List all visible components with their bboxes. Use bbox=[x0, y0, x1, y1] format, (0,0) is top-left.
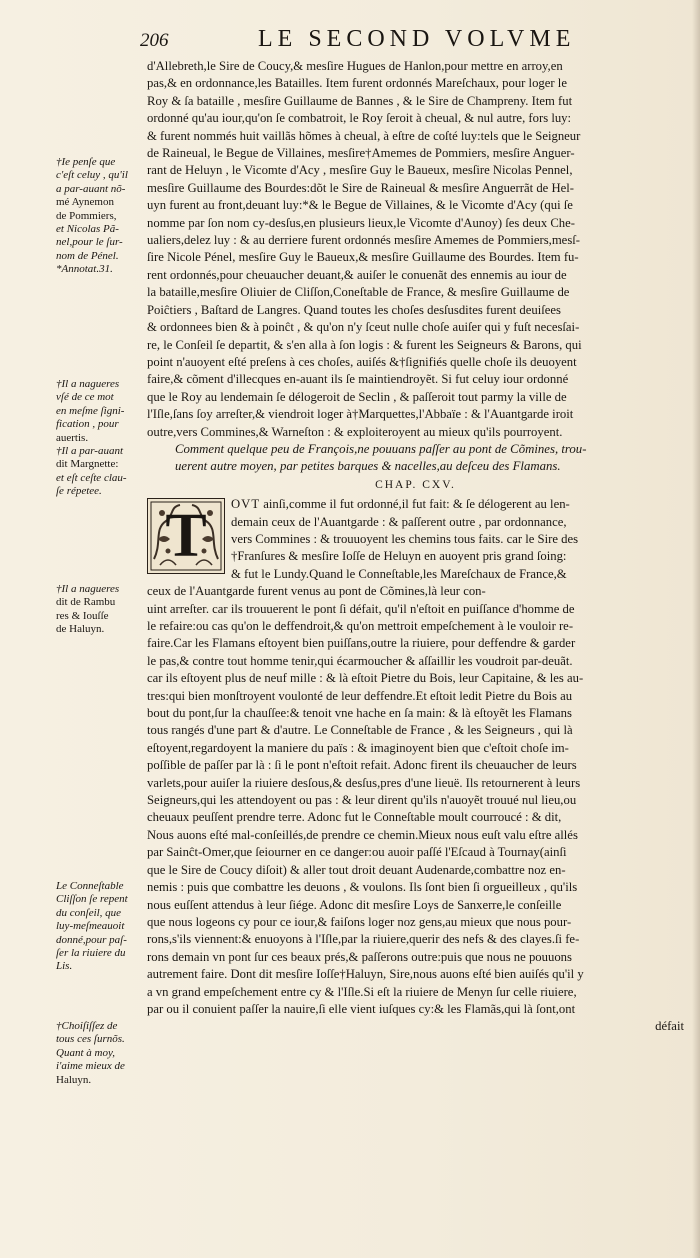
chapter-first-line bbox=[231, 496, 684, 513]
margin-note-line: Quant à moy, bbox=[56, 1046, 115, 1059]
text-line: cheuaux peuſſent prendre terre. Adonc fut le Conneſtable moult courroucé : & dit, bbox=[147, 810, 562, 825]
margin-note-line: †Ie penſe que bbox=[56, 156, 116, 168]
margin-note-line: †Il a par-auant bbox=[56, 445, 123, 458]
text-line: re, le Conſeil ſe departit, & s'en alla à ſon logis : & furent les Seigneurs & Barons, qui bbox=[147, 337, 582, 352]
margin-note-line: de Haluyn. bbox=[56, 623, 105, 636]
chapter-summary-line: Comment quelque peu de François,ne pouuans paſſer au pont de Cõmines, trou- bbox=[175, 441, 587, 456]
margin-note-line: c'eſt celuy , qu'il bbox=[56, 169, 128, 182]
margin-note-line: et eſt ceſte clau- bbox=[56, 471, 127, 484]
chapter-summary-line: uerent autre moyen, par petites barques & nacelles,au deſceu des Flamans. bbox=[175, 459, 561, 474]
text-line: a vn grand empeſchement entre cy & l'Iſle.Si eſt la riuiere de Menyn ſur celle riuiere, bbox=[147, 984, 577, 999]
text-line: & fut le Lundy.Quand le Conneſtable,les Mareſchaux de France,& bbox=[231, 566, 567, 581]
text-line: & ordonnees bien & à poinĉt , & qu'on n'y ſceut nulle choſe auiſer qui y fuſt necesſai- bbox=[147, 320, 580, 335]
margin-note-connestable bbox=[56, 880, 144, 974]
text-line: †Franſures & mesſire Ioſſe de Heluyn en auoyent pris grand ſoing: bbox=[231, 549, 567, 564]
margin-note-line: de Pommiers, bbox=[56, 209, 117, 222]
chapter-first-word: OVT bbox=[231, 497, 261, 512]
margin-note-line: et Nicolas Pã- bbox=[56, 223, 119, 236]
chapter-summary bbox=[147, 441, 684, 476]
margin-note-haluyn bbox=[56, 1020, 144, 1087]
margin-note-line: a par-auant nõ- bbox=[56, 182, 126, 195]
text-line: varlets,pour auiſer la riuiere desſous,& desſus,pres d'une lieuë. Ils retournerent à leurs bbox=[147, 775, 581, 790]
text-line: par ou il conuient paſſer la nauire,ſi elle vient iuſques cy:& les Flamãs,qui là ſont,ont bbox=[147, 1001, 576, 1016]
text-line: outre,vers Commines,& Warneſton : & exploiteroyent au mieux qu'ils pourroyent. bbox=[147, 424, 563, 439]
text-line: par Sainĉt-Omer,que ſeiourner en ce danger:ou auoir paſſé l'Eſcaud à Tournay(ainſi bbox=[147, 845, 567, 860]
text-line: uint arreſter. car ils trouuerent le pont ſi défait, qu'il n'eſtoit en puiſſance d'homme de bbox=[147, 601, 575, 616]
margin-note-rambures bbox=[56, 583, 144, 637]
margin-note-line: dit Margnette: bbox=[56, 458, 119, 471]
text-line: tres:qui bien monſtroyent voulonté de leur deffendre.Et eſtoit ledit Pietre du Bois au bbox=[147, 688, 573, 703]
text-line: rons demain vn pont ſur ces beaux prés,& paſſerons outre:puis que nous ne pouuons bbox=[147, 949, 572, 964]
text-line: ceux de l'Auantgarde furent venus au pont de Cõmines,là leur con- bbox=[147, 584, 486, 599]
margin-note-line: en meſme ſigni- bbox=[56, 404, 125, 417]
text-line: bout du pont,ſur la chauſſee:& tenoit vne hache en ſa main: & là eſtoyẽt les Flamans bbox=[147, 706, 572, 721]
text-line: demain ceux de l'Auantgarde : & paſſerent outre , par ordonnance, bbox=[231, 514, 567, 529]
text-line: point n'auoyent eſté preſens à ces choſes, auiſés &†ſignifiés quelle choſe ils deuoyent bbox=[147, 354, 577, 369]
text-line: le pas,& contre tout homme tenir,qui écarmoucher & aſſaillir les voudroit par-deuãt. bbox=[147, 653, 573, 668]
catchword: défait bbox=[655, 1019, 684, 1034]
text-line: rant de Heluyn , le Vicomte d'Acy , mesſire Guy le Baueux, mesſire Nicolas Pennel, bbox=[147, 163, 573, 178]
margin-note-line: †Il a nagueres bbox=[56, 378, 120, 390]
margin-note-line: †Il a nagueres bbox=[56, 583, 120, 595]
text-line: ſire Nicole Pénel, mesſire Guy le Baueux,& mesſire Guillaume des Bourdes. Item fu- bbox=[147, 250, 579, 265]
margin-note-line: Le Conneſtable bbox=[56, 880, 124, 892]
text-line: l'Iſle,ſans ſoy arreſter,& viendroit loger à†Marquettes,l'Abbaïe : & l'Auantgarde iroit bbox=[147, 407, 574, 422]
text-line: la bataille,mesſire Oliuier de Cliſſon,Coneſtable de France, & mesſire Guillaume de bbox=[147, 285, 570, 300]
text-line: faire.Car les Flamans eſtoyent bien puiſſans,outre la riuiere, pour deffendre & garder bbox=[147, 636, 576, 651]
margin-note-line: auertis. bbox=[56, 431, 89, 444]
text-line: rent ordonnés,pour cheuaucher deuant,& auiſer le conuenãt des ennemis au iour de bbox=[147, 267, 567, 282]
text-line: uyn furent au front,deuant luy:*& le Begue de Villaines, & le Vicomte d'Acy (qui ſe bbox=[147, 198, 573, 213]
text-line: autrement faire. Dont dit mesſire Ioſſe†Haluyn, Sire,nous auons eſté bien auiſés qu'il y bbox=[147, 967, 584, 982]
page-header bbox=[140, 26, 660, 56]
margin-note-line: Cliſſon ſe repent bbox=[56, 893, 128, 906]
margin-note-pommiers bbox=[56, 156, 144, 277]
text-line: que le Sire de Coucy diſoit) & aller tout droit deuant Audenarde,combattre noz en- bbox=[147, 862, 566, 877]
text-line: eſtoyent,regardoyent la maniere du païs : & imaginoyent bien que c'eſtoit choſe im- bbox=[147, 740, 569, 755]
margin-note-line: res & Iouſſe bbox=[56, 609, 109, 622]
text-line: Nous auons eſté mal-conſeillés,de prendre ce chemin.Mieux nous euſt valu eſtre allés bbox=[147, 827, 578, 842]
margin-note-line: †Choiſiſſez de bbox=[56, 1020, 118, 1032]
margin-note-line: mé Aynemon bbox=[56, 196, 114, 209]
text-line: vers Commines : & trouuoyent les chemins tous faits. car le Sire des bbox=[231, 531, 579, 546]
decorated-initial bbox=[147, 498, 225, 574]
text-line: que nous logeons cy pour ce iour,& faiſons loger noz gens,au mieux que nous pour- bbox=[147, 914, 572, 929]
text-line: Poiĉtiers , Baſtard de Langres. Quand toutes les choſes desſusdites furent deuiſees bbox=[147, 302, 561, 317]
text-line: nemis : puis que combattre les deuons , & voulons. Ils ſont bien ſi orgueilleux , qu'ils bbox=[147, 880, 578, 895]
text-line: tous rangés d'une part & d'autre. Le Conneſtable de France , & les Seigneurs , qui là bbox=[147, 723, 573, 738]
margin-note-line: fication , pour bbox=[56, 418, 119, 431]
chapter-first-line-rest: ainſi,comme il fut ordonné,il fut fait: & ſe délogerent au len- bbox=[260, 497, 570, 512]
margin-note-line: dit de Rambu bbox=[56, 596, 116, 609]
margin-note-line: Lis. bbox=[56, 960, 73, 973]
margin-note-line: ſe répetee. bbox=[56, 485, 102, 498]
margin-note-line: nel,pour le ſur- bbox=[56, 236, 123, 249]
main-text-column bbox=[147, 58, 684, 1036]
text-line: ualiers,delez luy : & au derriere furent ordonnés mesſire Amemes de Pommiers,mesſ- bbox=[147, 233, 581, 248]
text-line: poſſible de paſſer par là : ſi le pont n'eſtoit refait. Adonc firent ils cheuaucher de leurs bbox=[147, 758, 577, 773]
margin-note-line: Haluyn. bbox=[56, 1073, 92, 1086]
text-line: pas,& en ordonnance,les Batailles. Item furent ordonnés Mareſchaux, pour loger le bbox=[147, 76, 567, 91]
margin-note-line: ſer la riuiere du bbox=[56, 947, 126, 960]
margin-note-line: nom de Pénel. bbox=[56, 249, 119, 262]
text-line: rons,s'ils viennent:& enuoyons à l'Iſle,par la riuiere,querir des nefs & des clayes.ſi fe- bbox=[147, 932, 580, 947]
margin-note-line: du conſeil, que bbox=[56, 906, 122, 919]
text-line: mesſire Guillaume des Bourdes:dõt le Sire de Raineual & mesſire Anguerrãt de Hel- bbox=[147, 180, 575, 195]
margin-note-line: vſé de ce mot bbox=[56, 391, 114, 404]
page-gutter-shadow bbox=[692, 0, 700, 1258]
text-line: car ils eſtoyent plus de neuf mille : & là eſtoit Pietre du Bois, leur Capitaine, & les au- bbox=[147, 671, 584, 686]
text-line: le refaire:ou cas qu'on le deffendroit,& qu'on mettroit empeſchement à le vouloir re- bbox=[147, 619, 574, 633]
text-line: de Raineual, le Begue de Villaines, mesſire†Amemes de Pommiers, mesſire Anguer- bbox=[147, 146, 575, 161]
text-line: nous euſſent attendus à leur ſiége. Adonc dit mesſire Loys de Sanxerre,le conſeille bbox=[147, 897, 562, 912]
running-title: LE SECOND VOLVME bbox=[258, 26, 576, 52]
chapter-heading: CHAP. CXV. bbox=[375, 478, 456, 491]
margin-note-auertis bbox=[56, 378, 144, 499]
text-line: ordonné qu'au iour,qu'on ſe combatroit, le Roy ſeroit à cheual, & nul autre, fors luy: bbox=[147, 111, 572, 126]
margin-note-line: luy-meſmeauoit bbox=[56, 920, 125, 933]
text-line: & furent nommés huit vaillãs hõmes à cheual, à eſtre de coſté luy:tels que le Seigneur bbox=[147, 128, 581, 143]
text-line: d'Allebreth,le Sire de Coucy,& mesſire Hugues de Hanlon,pour mettre en arroy,en bbox=[147, 59, 563, 73]
margin-note-line: *Annotat.31. bbox=[56, 263, 113, 276]
margin-note-line: donné,pour paſ- bbox=[56, 933, 127, 946]
text-line: faire,& cõment d'illecques en-auant ils ſe maintiendroyẽt. Si fut celuy iour ordonné bbox=[147, 372, 569, 387]
page-number: 206 bbox=[140, 30, 169, 51]
text-line: nomme par ſon nom cy-desſus,en plusieurs lieux,le Vicomte d'Aunoy) ſes deux Che- bbox=[147, 215, 575, 230]
text-line: Roy & ſa bataille , mesſire Guillaume de Bannes , & le Sire de Champreny. Item fut bbox=[147, 93, 573, 108]
dropcap-letter: T bbox=[165, 502, 207, 571]
margin-note-line: tous ces ſurnõs. bbox=[56, 1033, 125, 1046]
text-line: que le Roy au lendemain ſe délogeroit de Seclin , & paſſeroit tout parmy la ville de bbox=[147, 389, 567, 404]
margin-note-line: i'aime mieux de bbox=[56, 1060, 125, 1073]
chapter-body bbox=[147, 496, 684, 1036]
text-line: Seigneurs,qui les attendoyent ou pas : & leur dirent qu'ils n'auoyẽt trouué nul lieu,ou bbox=[147, 793, 577, 808]
text-block-continuation bbox=[147, 58, 684, 441]
